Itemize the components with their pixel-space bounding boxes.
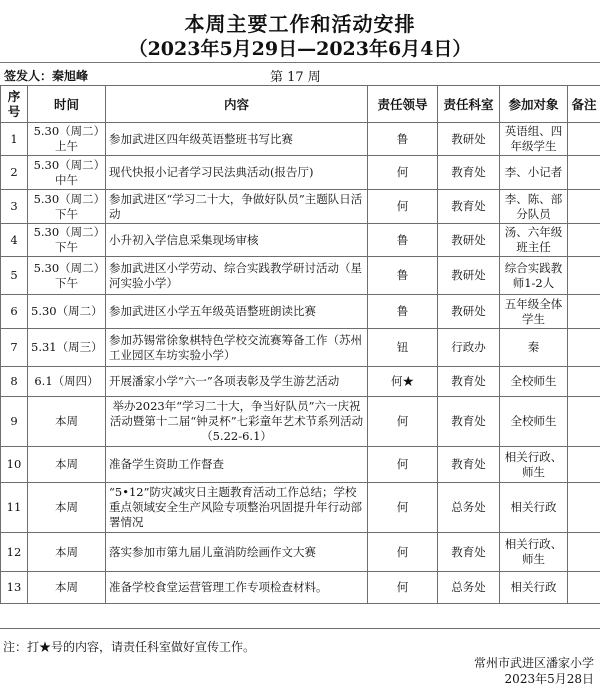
row-content: 准备学生资助工作督查 [106,447,368,483]
row-content: “5•12”防灾减灾日主题教育活动工作总结；学校重点领域安全生产风险专项整治巩固提升年行动部署情况 [106,483,368,533]
row-time: 5.30（周二）上午 [28,123,106,156]
row-department: 教育处 [438,397,500,447]
table-row [1,257,600,295]
row-time: 5.30（周二）中午 [28,156,106,190]
row-time: 5.30（周二） [28,295,106,329]
footer-date: 2023年5月28日 [505,670,594,687]
schedule-table [0,85,600,604]
row-participants: 李、陈、部分队员 [500,190,568,224]
document-title: 本周主要工作和活动安排 [0,8,600,37]
row-index: 3 [1,190,28,224]
row-remark [568,156,600,190]
row-index: 7 [1,329,28,367]
date-range-subtitle: （2023年5月29日—2023年6月4日） [0,34,600,61]
row-leader: 何 [368,156,438,190]
header-department: 责任科室 [438,86,500,123]
table-row [1,156,600,190]
row-remark [568,483,600,533]
signer-label: 签发人：秦旭峰 [4,67,88,84]
row-department: 总务处 [438,572,500,604]
row-department: 教研处 [438,257,500,295]
table-row [1,483,600,533]
header-index: 序号 [1,86,28,123]
row-time: 5.30（周二）下午 [28,190,106,224]
row-leader: 鲁 [368,224,438,257]
row-remark [568,329,600,367]
row-time: 5.30（周二）下午 [28,224,106,257]
row-content: 参加武进区小学劳动、综合实践教学研讨活动（星河实验小学） [106,257,368,295]
row-index: 2 [1,156,28,190]
table-row [1,533,600,572]
row-index: 11 [1,483,28,533]
row-remark [568,367,600,397]
row-department: 教研处 [438,224,500,257]
row-index: 9 [1,397,28,447]
table-row [1,572,600,604]
row-content: 参加苏锡常徐象棋特色学校交流赛筹备工作（苏州工业园区车坊实验小学） [106,329,368,367]
row-participants: 相关行政、师生 [500,447,568,483]
row-remark [568,224,600,257]
row-remark [568,257,600,295]
table-header-row [1,86,600,123]
row-participants: 相关行政 [500,483,568,533]
row-time: 本周 [28,397,106,447]
table-row [1,447,600,483]
row-department: 总务处 [438,483,500,533]
row-time: 本周 [28,572,106,604]
row-time: 本周 [28,533,106,572]
row-content: 参加武进区四年级英语整班书写比赛 [106,123,368,156]
row-leader: 鲁 [368,257,438,295]
table-row [1,397,600,447]
row-participants: 综合实践教师1-2人 [500,257,568,295]
row-time: 本周 [28,447,106,483]
table-row [1,190,600,224]
table-row [1,224,600,257]
meta-row [0,62,600,85]
row-participants: 全校师生 [500,367,568,397]
row-department: 教育处 [438,367,500,397]
footer-school-name: 常州市武进区潘家小学 [474,654,594,671]
row-content: 小升初入学信息采集现场审核 [106,224,368,257]
row-content: 参加武进区“学习二十大，争做好队员”主题队日活动 [106,190,368,224]
row-remark [568,447,600,483]
row-leader: 何 [368,190,438,224]
row-remark [568,397,600,447]
header-participants: 参加对象 [500,86,568,123]
table-row [1,123,600,156]
row-participants: 秦 [500,329,568,367]
row-content: 现代快报小记者学习民法典活动(报告厅) [106,156,368,190]
row-leader: 何 [368,572,438,604]
row-department: 教研处 [438,295,500,329]
row-department: 教研处 [438,123,500,156]
row-leader: 何 [368,447,438,483]
header-time: 时间 [28,86,106,123]
row-leader: 何★ [368,367,438,397]
row-leader: 何 [368,483,438,533]
week-number: 第 17 周 [270,66,321,85]
row-department: 教育处 [438,190,500,224]
header-leader: 责任领导 [368,86,438,123]
row-remark [568,533,600,572]
row-time: 本周 [28,483,106,533]
row-index: 1 [1,123,28,156]
row-leader: 鲁 [368,123,438,156]
row-index: 8 [1,367,28,397]
row-index: 12 [1,533,28,572]
row-leader: 何 [368,533,438,572]
table-row [1,329,600,367]
row-department: 教育处 [438,533,500,572]
row-participants: 汤、六年级班主任 [500,224,568,257]
row-participants: 相关行政、师生 [500,533,568,572]
row-department: 教育处 [438,447,500,483]
row-time: 6.1（周四） [28,367,106,397]
row-content: 参加武进区小学五年级英语整班朗读比赛 [106,295,368,329]
row-participants: 相关行政 [500,572,568,604]
row-participants: 五年级全体学生 [500,295,568,329]
row-remark [568,572,600,604]
table-row [1,367,600,397]
row-participants: 李、小记者 [500,156,568,190]
row-time: 5.30（周二）下午 [28,257,106,295]
row-leader: 鲁 [368,295,438,329]
row-department: 行政办 [438,329,500,367]
row-content: 举办2023年“学习二十大，争当好队员”六一庆祝活动暨第十二届“钟灵杯”七彩童年艺术节系列活动（5.22-6.1） [106,397,368,447]
row-index: 6 [1,295,28,329]
row-participants: 全校师生 [500,397,568,447]
header-remark: 备注 [568,86,600,123]
row-time: 5.31（周三） [28,329,106,367]
row-remark [568,123,600,156]
row-index: 13 [1,572,28,604]
header-content: 内容 [106,86,368,123]
row-content: 准备学校食堂运营管理工作专项检查材料。 [106,572,368,604]
row-leader: 何 [368,397,438,447]
row-leader: 钮 [368,329,438,367]
footer-note: 注：打★号的内容，请责任科室做好宣传工作。 [3,638,255,655]
row-participants: 英语组、四年级学生 [500,123,568,156]
row-department: 教育处 [438,156,500,190]
row-content: 落实参加市第九届儿童消防绘画作文大赛 [106,533,368,572]
row-index: 10 [1,447,28,483]
row-content: 开展潘家小学“六一”各项表彰及学生游艺活动 [106,367,368,397]
row-remark [568,295,600,329]
row-index: 5 [1,257,28,295]
table-row [1,295,600,329]
footer [0,628,600,684]
row-index: 4 [1,224,28,257]
row-remark [568,190,600,224]
